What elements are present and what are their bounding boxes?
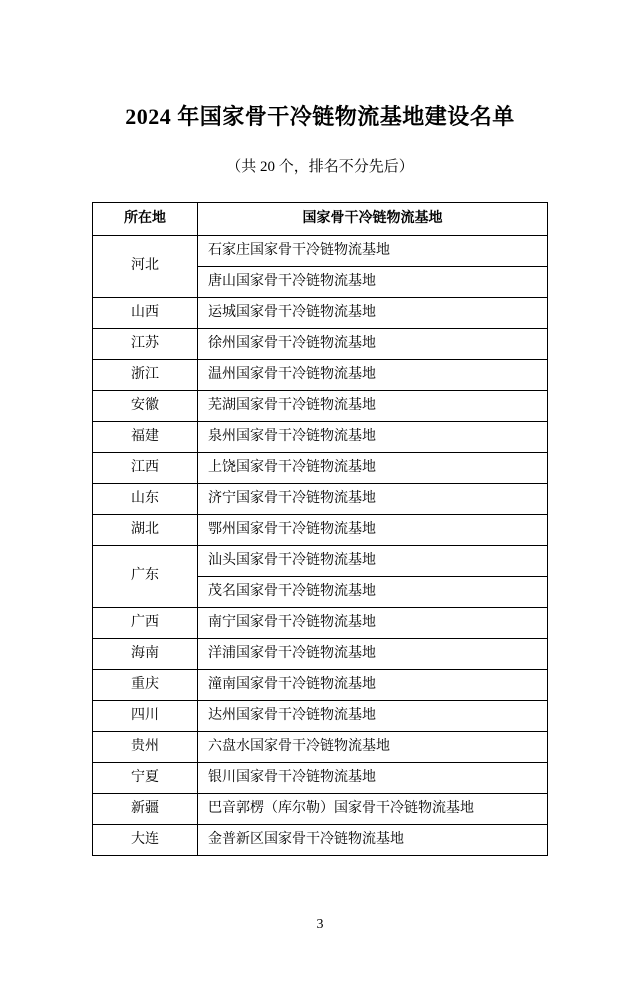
cell-base: 济宁国家骨干冷链物流基地 — [198, 484, 548, 515]
cell-region: 山西 — [93, 298, 198, 329]
table-row — [93, 453, 548, 484]
document-page — [0, 100, 640, 1005]
table-row — [93, 763, 548, 794]
cell-region: 新疆 — [93, 794, 198, 825]
table-row — [93, 825, 548, 856]
cell-base: 茂名国家骨干冷链物流基地 — [198, 577, 548, 608]
table-header — [93, 203, 548, 236]
table-row — [93, 608, 548, 639]
cell-base: 南宁国家骨干冷链物流基地 — [198, 608, 548, 639]
cell-region: 江苏 — [93, 329, 198, 360]
cell-base: 达州国家骨干冷链物流基地 — [198, 701, 548, 732]
table-row — [93, 515, 548, 546]
cell-region: 海南 — [93, 639, 198, 670]
cell-base: 银川国家骨干冷链物流基地 — [198, 763, 548, 794]
table-body — [93, 236, 548, 856]
table-row — [93, 484, 548, 515]
cell-region: 江西 — [93, 453, 198, 484]
listing-table — [92, 202, 548, 856]
table-row — [93, 701, 548, 732]
page-title: 2024 年国家骨干冷链物流基地建设名单 — [125, 104, 515, 129]
cell-base: 潼南国家骨干冷链物流基地 — [198, 670, 548, 701]
table-row — [93, 732, 548, 763]
table-row — [93, 546, 548, 577]
cell-base: 泉州国家骨干冷链物流基地 — [198, 422, 548, 453]
cell-region: 湖北 — [93, 515, 198, 546]
cell-base: 石家庄国家骨干冷链物流基地 — [198, 236, 548, 267]
cell-base: 运城国家骨干冷链物流基地 — [198, 298, 548, 329]
cell-region: 宁夏 — [93, 763, 198, 794]
cell-region: 广西 — [93, 608, 198, 639]
table-row — [93, 639, 548, 670]
cell-region: 山东 — [93, 484, 198, 515]
table-header-row — [93, 203, 548, 236]
cell-region: 四川 — [93, 701, 198, 732]
table-row — [93, 298, 548, 329]
cell-base: 温州国家骨干冷链物流基地 — [198, 360, 548, 391]
cell-region: 大连 — [93, 825, 198, 856]
cell-base: 上饶国家骨干冷链物流基地 — [198, 453, 548, 484]
cell-region: 贵州 — [93, 732, 198, 763]
cell-base: 徐州国家骨干冷链物流基地 — [198, 329, 548, 360]
table-row — [93, 329, 548, 360]
listing-table-container — [92, 202, 548, 856]
column-header-base: 国家骨干冷链物流基地 — [198, 203, 548, 236]
cell-base: 鄂州国家骨干冷链物流基地 — [198, 515, 548, 546]
table-row — [93, 422, 548, 453]
page-number: 3 — [316, 917, 324, 932]
table-row — [93, 360, 548, 391]
cell-region: 河北 — [93, 236, 198, 298]
table-row — [93, 670, 548, 701]
cell-base: 唐山国家骨干冷链物流基地 — [198, 267, 548, 298]
page-subtitle: （共 20 个，排名不分先后） — [226, 159, 414, 175]
cell-region: 安徽 — [93, 391, 198, 422]
cell-base: 巴音郭楞（库尔勒）国家骨干冷链物流基地 — [198, 794, 548, 825]
cell-base: 金普新区国家骨干冷链物流基地 — [198, 825, 548, 856]
cell-region: 重庆 — [93, 670, 198, 701]
cell-region: 福建 — [93, 422, 198, 453]
table-row — [93, 391, 548, 422]
column-header-region: 所在地 — [93, 203, 198, 236]
cell-region: 广东 — [93, 546, 198, 608]
table-row — [93, 236, 548, 267]
cell-base: 芜湖国家骨干冷链物流基地 — [198, 391, 548, 422]
cell-base: 洋浦国家骨干冷链物流基地 — [198, 639, 548, 670]
cell-base: 六盘水国家骨干冷链物流基地 — [198, 732, 548, 763]
cell-base: 汕头国家骨干冷链物流基地 — [198, 546, 548, 577]
table-row — [93, 794, 548, 825]
cell-region: 浙江 — [93, 360, 198, 391]
